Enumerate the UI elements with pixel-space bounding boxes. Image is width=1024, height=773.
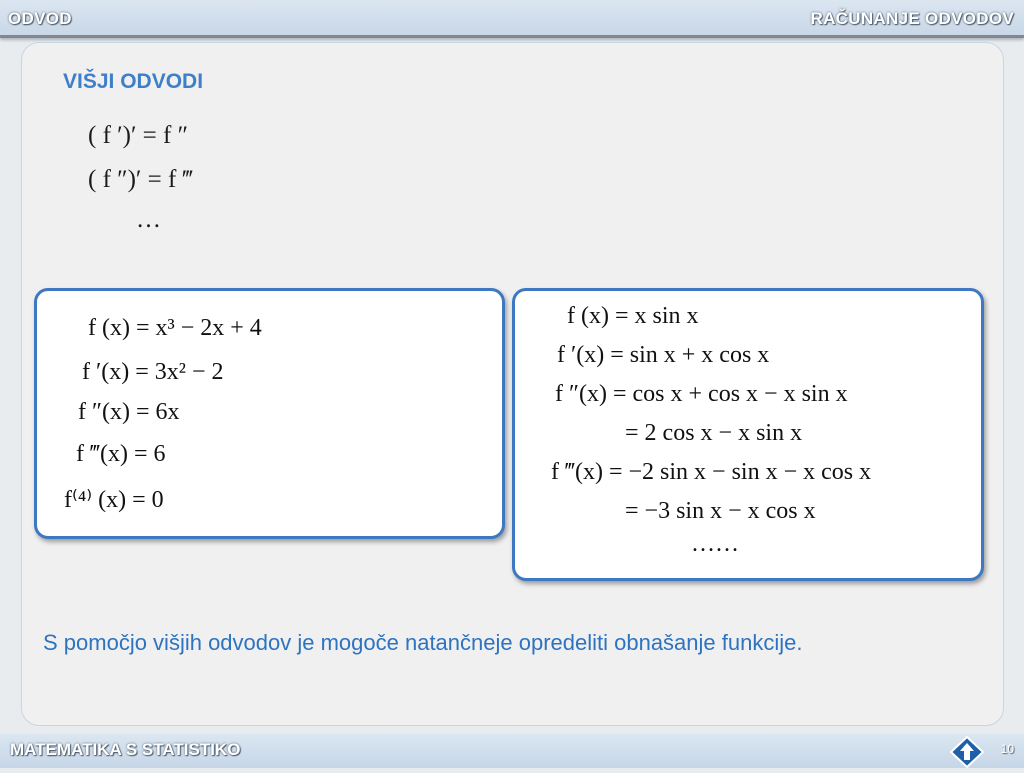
trig-line-1: f (x) = x sin x bbox=[567, 303, 699, 329]
rule-ellipsis: … bbox=[136, 206, 161, 233]
trig-ellipsis: …… bbox=[691, 531, 739, 557]
rule-third-derivative: ( f ″)′ = f ‴ bbox=[88, 166, 193, 193]
trig-line-4: = 2 cos x − x sin x bbox=[625, 420, 803, 446]
trig-line-5: f ‴(x) = −2 sin x − sin x − x cos x bbox=[551, 459, 872, 485]
poly-line-2: f ′(x) = 3x² − 2 bbox=[82, 359, 224, 385]
page-number: 10 bbox=[1000, 742, 1014, 756]
trig-line-3: f ″(x) = cos x + cos x − x sin x bbox=[555, 381, 848, 407]
up-arrow-diamond-icon[interactable] bbox=[950, 736, 984, 768]
rule-second-derivative: ( f ′)′ = f ″ bbox=[88, 122, 188, 149]
page-title: VIŠJI ODVODI bbox=[63, 70, 204, 93]
course-title: MATEMATIKA S STATISTIKO bbox=[10, 740, 241, 759]
poly-line-3: f ″(x) = 6x bbox=[78, 399, 180, 425]
trig-line-6: = −3 sin x − x cos x bbox=[625, 498, 816, 524]
poly-line-4: f ‴(x) = 6 bbox=[76, 441, 166, 467]
header-bar bbox=[0, 0, 1024, 38]
section-title: ODVOD bbox=[8, 9, 72, 28]
poly-line-5: f⁽⁴⁾ (x) = 0 bbox=[64, 487, 164, 513]
trig-line-2: f ′(x) = sin x + x cos x bbox=[557, 342, 770, 368]
poly-line-1: f (x) = x³ − 2x + 4 bbox=[88, 315, 262, 341]
example-polynomial-box bbox=[34, 288, 505, 539]
example-trig-box bbox=[512, 288, 984, 581]
summary-text: S pomočjo višjih odvodov je mogoče natančneje opredeliti obnašanje funkcije. bbox=[43, 630, 803, 655]
chapter-title: RAČUNANJE ODVODOV bbox=[810, 9, 1014, 28]
footer-bar bbox=[0, 734, 1024, 768]
